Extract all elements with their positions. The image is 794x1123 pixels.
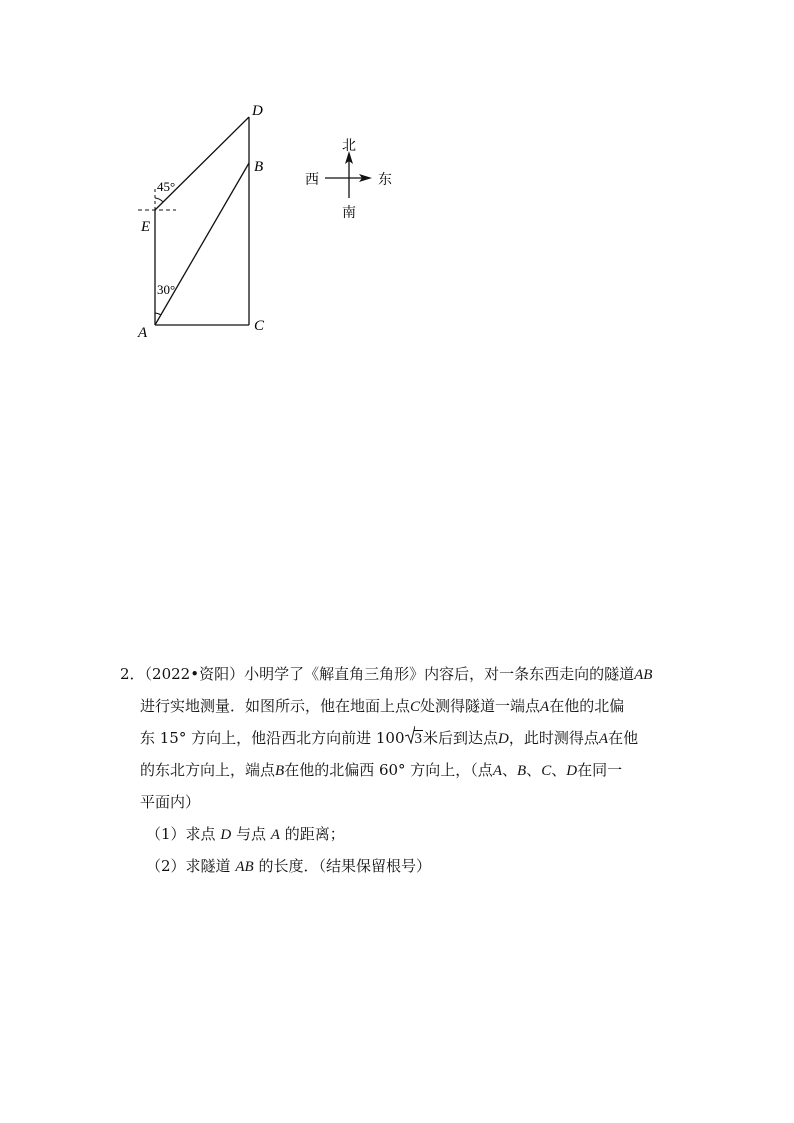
problem-line-5 bbox=[120, 786, 680, 818]
compass-east-label: 东 bbox=[378, 172, 392, 188]
label-A: A bbox=[138, 325, 148, 341]
text: 平面内） bbox=[140, 793, 201, 811]
angle-label-30: 30° bbox=[157, 282, 176, 297]
label-D: D bbox=[252, 103, 263, 119]
text: 处测得隧道一端点 bbox=[420, 697, 541, 715]
label-B: B bbox=[254, 159, 264, 175]
math-A: A bbox=[270, 827, 280, 843]
math-B: B bbox=[517, 763, 527, 779]
angle-label-45: 45° bbox=[157, 179, 176, 194]
compass-north-label: 北 bbox=[342, 138, 356, 154]
text: 在他 bbox=[608, 729, 639, 747]
compass-west-label: 西 bbox=[305, 172, 319, 188]
text: 东 15° 方向上，他沿西北方向前进 100 bbox=[140, 729, 405, 747]
text: 的东北方向上，端点 bbox=[140, 761, 276, 779]
problem-number: 2． bbox=[120, 665, 145, 683]
label-E: E bbox=[141, 219, 151, 235]
label-C: C bbox=[254, 318, 265, 334]
text: 在他的北偏西 60° 方向上，（点 bbox=[284, 761, 493, 779]
math-C: C bbox=[410, 699, 421, 715]
problem-line-2 bbox=[120, 690, 680, 722]
math-B: B bbox=[275, 763, 285, 779]
text: 的长度．（结果保留根号） bbox=[258, 857, 431, 875]
text: 在同一 bbox=[577, 761, 623, 779]
text: ，此时测得点 bbox=[508, 729, 599, 747]
problem-2 bbox=[120, 658, 680, 882]
problem-line-1 bbox=[120, 658, 680, 690]
text: 、 bbox=[551, 761, 567, 779]
text: 小明学了《解直角三角形》内容后，对一条东西走向的隧道 bbox=[244, 665, 635, 683]
problem-line-4 bbox=[120, 754, 680, 786]
text: 、 bbox=[501, 761, 517, 779]
segment-ED bbox=[155, 117, 249, 210]
angle-arc-30 bbox=[155, 313, 161, 315]
math-AB: AB bbox=[634, 667, 653, 683]
text: （1）求点 bbox=[146, 825, 216, 843]
compass-south-label: 南 bbox=[342, 205, 356, 221]
text: 与点 bbox=[235, 825, 266, 843]
angle-arc-45 bbox=[155, 198, 163, 202]
math-A: A bbox=[598, 731, 609, 747]
math-D: D bbox=[498, 731, 509, 747]
math-A: A bbox=[540, 699, 550, 715]
geometry-figure bbox=[0, 0, 794, 360]
math-D: D bbox=[220, 827, 232, 843]
sqrt-symbol bbox=[405, 722, 424, 755]
text: 、 bbox=[526, 761, 542, 779]
question-1 bbox=[120, 818, 680, 850]
problem-source: （2022•资阳） bbox=[144, 665, 245, 683]
text: 进行实地测量．如图所示，他在地面上点 bbox=[140, 697, 411, 715]
math-D: D bbox=[566, 763, 578, 779]
text: 的距离； bbox=[284, 825, 345, 843]
text: 在他的北偏 bbox=[549, 697, 625, 715]
sqrt-radicand: 3 bbox=[414, 731, 423, 747]
math-AB: AB bbox=[235, 859, 254, 875]
text: 米后到达点 bbox=[423, 729, 499, 747]
math-C: C bbox=[541, 763, 552, 779]
text: （2）求隧道 bbox=[146, 857, 231, 875]
question-2 bbox=[120, 850, 680, 882]
math-A: A bbox=[492, 763, 502, 779]
problem-line-3 bbox=[120, 722, 680, 754]
